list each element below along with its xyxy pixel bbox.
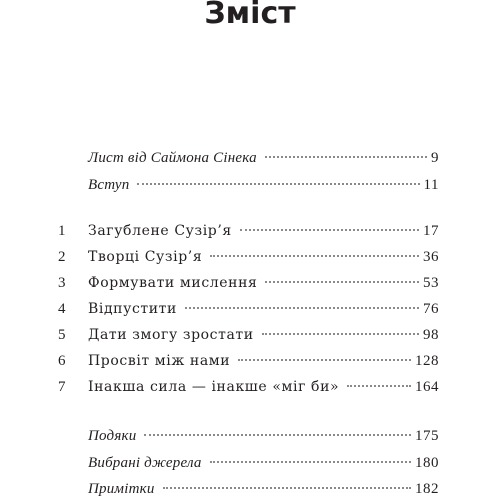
toc-entry-chapter-6[interactable] (58, 350, 439, 372)
dot-leader (144, 432, 411, 436)
toc-entry-chapter-2[interactable] (58, 246, 439, 268)
toc-entry-chapter-4[interactable] (58, 298, 439, 320)
chapter-title: Творці Сузір’я (88, 249, 203, 265)
entry-page-number: 175 (415, 428, 439, 444)
chapter-number: 6 (58, 353, 66, 369)
toc-entry-letter[interactable] (58, 147, 439, 169)
chapter-number: 2 (58, 249, 66, 265)
dot-leader (265, 154, 427, 158)
chapter-title: Формувати мислення (88, 275, 258, 291)
entry-page-number: 98 (423, 327, 439, 343)
toc-entry-selected-sources[interactable] (58, 452, 439, 474)
chapter-title: Загублене Сузір’я (88, 223, 232, 239)
entry-page-number: 128 (415, 353, 439, 369)
toc-entry-chapter-5[interactable] (58, 324, 439, 346)
toc-entry-acknowledgements[interactable] (58, 425, 439, 447)
dot-leader (238, 357, 411, 361)
chapter-title: Дати змогу зростати (88, 327, 254, 343)
entry-label: Лист від Саймона Сінека (88, 150, 257, 166)
dot-leader (137, 181, 419, 185)
chapter-title: Просвіт між нами (88, 353, 231, 369)
dot-leader (210, 459, 411, 463)
chapter-number: 1 (58, 223, 66, 239)
entry-page-number: 36 (423, 249, 439, 265)
entry-label: Примітки (88, 481, 155, 497)
dot-leader (265, 279, 419, 283)
entry-page-number: 180 (415, 455, 439, 471)
entry-label: Вибрані джерела (88, 455, 202, 471)
entry-page-number: 53 (423, 275, 439, 291)
dot-leader (347, 383, 411, 387)
chapter-number: 5 (58, 327, 66, 343)
dot-leader (185, 305, 419, 309)
entry-page-number: 76 (423, 301, 439, 317)
toc-entry-chapter-3[interactable] (58, 272, 439, 294)
page-title: Зміст (204, 0, 296, 31)
entry-page-number: 11 (423, 177, 439, 193)
toc-entry-chapter-7[interactable] (58, 376, 439, 398)
chapter-number: 7 (58, 379, 66, 395)
dot-leader (163, 485, 411, 489)
toc-entry-notes[interactable] (58, 478, 439, 500)
chapter-title: Інакша сила — інакше «міг би» (88, 379, 340, 395)
entry-page-number: 164 (415, 379, 439, 395)
entry-page-number: 182 (415, 481, 439, 497)
dot-leader (240, 227, 419, 231)
dot-leader (210, 253, 419, 257)
chapter-number: 3 (58, 275, 66, 291)
toc-entry-intro[interactable] (58, 174, 439, 196)
entry-label: Подяки (88, 428, 137, 444)
chapter-number: 4 (58, 301, 66, 317)
toc-entry-chapter-1[interactable] (58, 220, 439, 242)
entry-label: Вступ (88, 177, 130, 193)
chapter-title: Відпустити (88, 301, 177, 317)
dot-leader (262, 331, 419, 335)
entry-page-number: 17 (423, 223, 439, 239)
entry-page-number: 9 (431, 150, 439, 166)
